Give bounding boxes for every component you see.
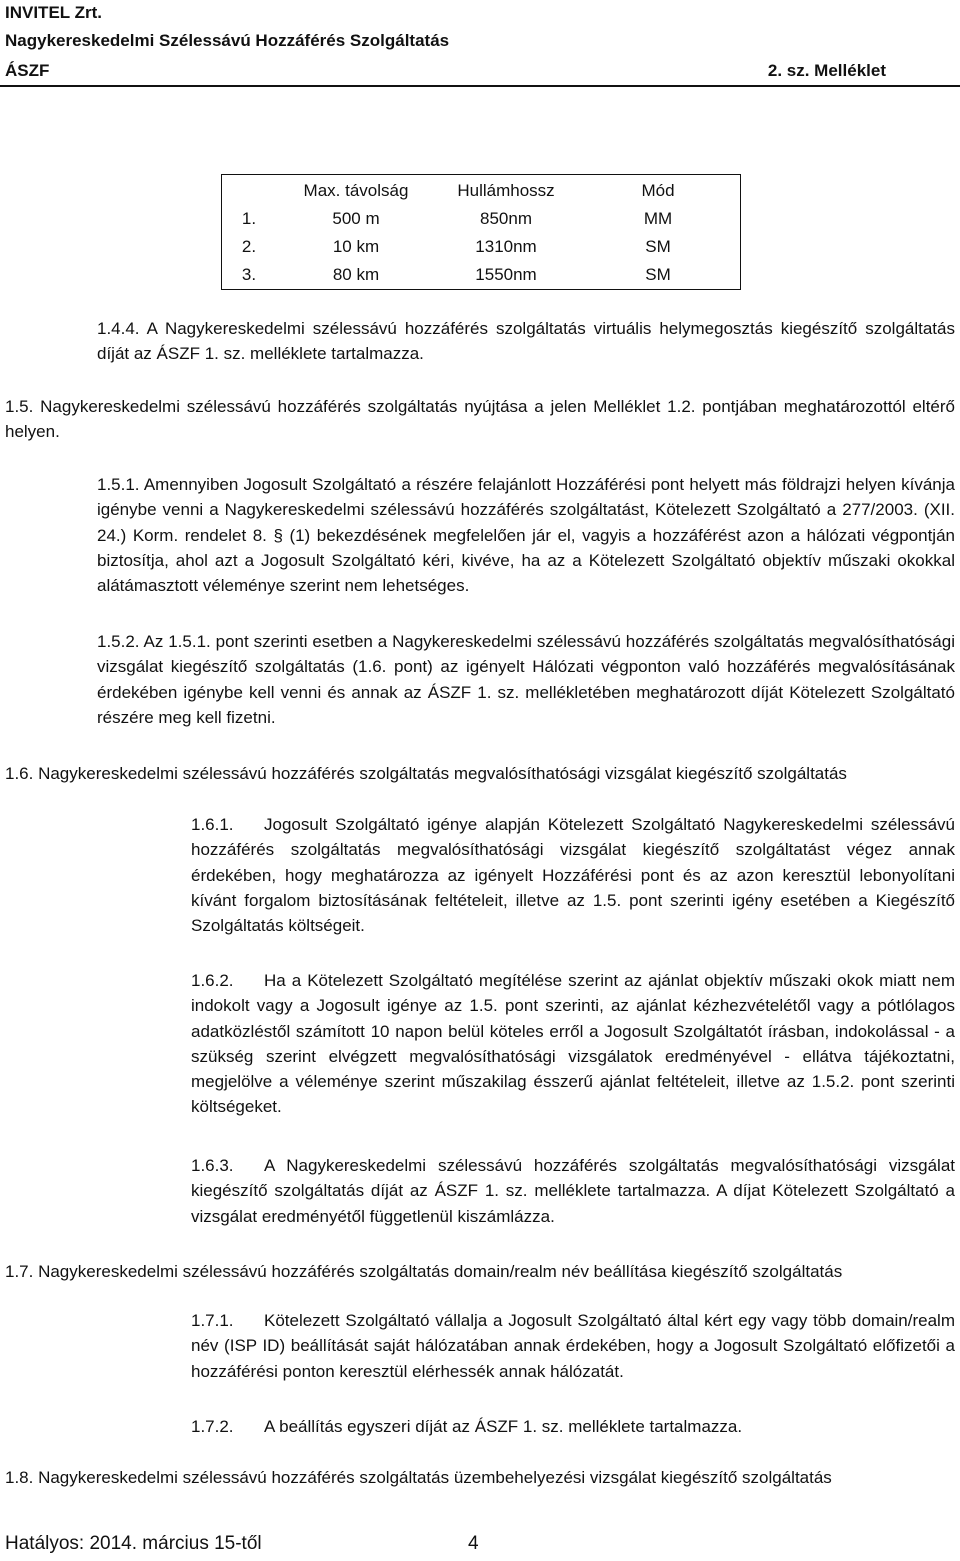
heading-1-8: 1.8. Nagykereskedelmi szélessávú hozzáférés szolgáltatás üzembehelyezési vizsgálat kiegészítő szolgáltatás — [5, 1468, 832, 1487]
paragraph-1-5-1: 1.5.1. Amennyiben Jogosult Szolgáltató a részére felajánlott Hozzáférési pont helyett más földrajzi helyen kívánja igénybe venni a Nagykereskedelmi szélessávú hozzáférés szolgáltatást, Kötelezett Szolgáltató a 277/2003. (XII. 24.) Korm. rendelet 8. § (1) bekezdésének megfelelően jár el, vagyis a hozzáférést azon a hálózati végpontján biztosítja, ahol azt a Jogosult Szolgáltató kéri, kivéve, ha az a Kötelezett Szolgáltató objektív műszaki okokkal alátámasztott véleménye szerint nem lehetséges. — [97, 475, 955, 596]
table-row — [222, 205, 741, 233]
table-cell: 2. — [241, 237, 257, 256]
paragraph-text: A Nagykereskedelmi szélessávú hozzáférés szolgáltatás megvalósíthatósági vizsgálat kiegészítő szolgáltatás díját az ÁSZF 1. sz. melléklete tartalmazza. A díjat Kötelezett Szolgáltató a vizsgálat eredményétől függetlenül kiszámlázza. — [191, 1156, 955, 1226]
paragraph-label: 1.6.1. — [191, 815, 234, 834]
paragraph-1-6-1 — [191, 812, 955, 938]
paragraph-1-6-3 — [191, 1153, 955, 1229]
paragraph-label: 1.6.2. — [191, 971, 234, 990]
paragraph-1-6-2 — [191, 968, 955, 1120]
page-number: 4 — [468, 1533, 479, 1554]
paragraph-1-5-2: 1.5.2. Az 1.5.1. pont szerinti esetben a Nagykereskedelmi szélessávú hozzáférés szolgáltatás megvalósíthatósági vizsgálat kiegészítő szolgáltatás (1.6. pont) az igényelt Hálózati végponton való hozzáférés megvalósításának érdekében igénybe kell venni és annak az ÁSZF 1. sz. mellékletében meghatározott díját Kötelezett Szolgáltató részére meg kell fizetni. — [97, 632, 955, 727]
table-cell: 1550nm — [475, 265, 537, 284]
paragraph-1-7-2 — [191, 1414, 742, 1439]
heading-1-7: 1.7. Nagykereskedelmi szélessávú hozzáférés szolgáltatás domain/realm név beállítása kiegészítő szolgáltatás — [5, 1262, 843, 1281]
paragraph-text: Ha a Kötelezett Szolgáltató megítélése szerint az ajánlat objektív műszaki okok miatt nem indokolt vagy a Jogosult igénye az 1.5. pont szerinti, az ajánlat kézhezvételétől vagy a pótlólagos adatközléstől számított 10 napon belül köteles erről a Jogosult Szolgáltatót írásban, indokolással - a szükség szerint elvégzett megvalósíthatósági vizsgálatok eredményével - ellátva tájékoztatni, megjelölve a véleménye szerint műszakilag ésszerű ajánlat feltételeit, illetve az 1.5.2. pont szerinti költségeket. — [191, 971, 955, 1117]
table-cell: 10 km — [332, 237, 380, 256]
table-header-row — [222, 175, 741, 206]
header-service: Nagykereskedelmi Szélessávú Hozzáférés Szolgáltatás — [5, 31, 450, 50]
wavelength-table — [221, 174, 741, 290]
table-row — [222, 261, 741, 290]
header-annex: 2. sz. Melléklet — [767, 61, 886, 80]
paragraph-1-5: 1.5. Nagykereskedelmi szélessávú hozzáférés szolgáltatás nyújtása a jelen Melléklet 1.2. pontjában meghatározottól eltérő helyen. — [5, 397, 955, 442]
table-row — [222, 233, 741, 261]
paragraph-text: A beállítás egyszeri díját az ÁSZF 1. sz. melléklete tartalmazza. — [264, 1417, 743, 1436]
footer-effective-date: Hatályos: 2014. március 15-től — [5, 1533, 262, 1554]
header-company: INVITEL Zrt. — [5, 3, 102, 22]
footer — [5, 1533, 479, 1555]
paragraph-label: 1.6.3. — [191, 1156, 234, 1175]
paragraph-1-4-4: 1.4.4. A Nagykereskedelmi szélessávú hozzáférés szolgáltatás virtuális helymegosztás kiegészítő szolgáltatás díját az ÁSZF 1. sz. melléklete tartalmazza. — [97, 319, 955, 364]
table-cell: SM — [645, 237, 671, 256]
table-header-cell: Mód — [641, 181, 675, 200]
table-cell: 80 km — [332, 265, 380, 284]
paragraph-label: 1.7.2. — [191, 1417, 234, 1436]
paragraph-1-7-1 — [191, 1308, 955, 1384]
table-cell: MM — [643, 209, 673, 228]
table-cell: 3. — [241, 265, 257, 284]
table-cell: 850nm — [480, 209, 532, 228]
table-header-cell: Hullámhossz — [457, 181, 555, 200]
paragraph-text: Kötelezett Szolgáltató vállalja a Jogosult Szolgáltató által kért egy vagy több domain/realm név (ISP ID) beállítását saját hálózatában annak érdekében, hogy a Jogosult Szolgáltató előfizetői a hozzáférési ponton keresztül elérhessék annak hálózatát. — [191, 1311, 955, 1381]
table-cell: SM — [645, 265, 671, 284]
header-doc: ÁSZF — [5, 61, 50, 80]
header-rule — [0, 85, 960, 87]
table-header-cell — [222, 175, 277, 206]
table-cell: 1. — [241, 209, 257, 228]
heading-1-6: 1.6. Nagykereskedelmi szélessávú hozzáférés szolgáltatás megvalósíthatósági vizsgálat kiegészítő szolgáltatás — [5, 764, 847, 783]
table-header-cell: Max. távolság — [303, 181, 409, 200]
table-cell: 1310nm — [475, 237, 537, 256]
paragraph-label: 1.7.1. — [191, 1311, 234, 1330]
table-cell: 500 m — [332, 209, 380, 228]
paragraph-text: Jogosult Szolgáltató igénye alapján Kötelezett Szolgáltató Nagykereskedelmi szélessávú hozzáférés szolgáltatás megvalósíthatósági vizsgálat kiegészítő szolgáltatást végez annak érdekében, hogy meghatározza az igényelt Hozzáférési pont és az azon keresztül lebonyolítani kívánt forgalom biztosításának feltételeit, illetve az 1.5. pont szerinti igény esetében a Kiegészítő Szolgáltatás költségeit. — [191, 815, 955, 936]
